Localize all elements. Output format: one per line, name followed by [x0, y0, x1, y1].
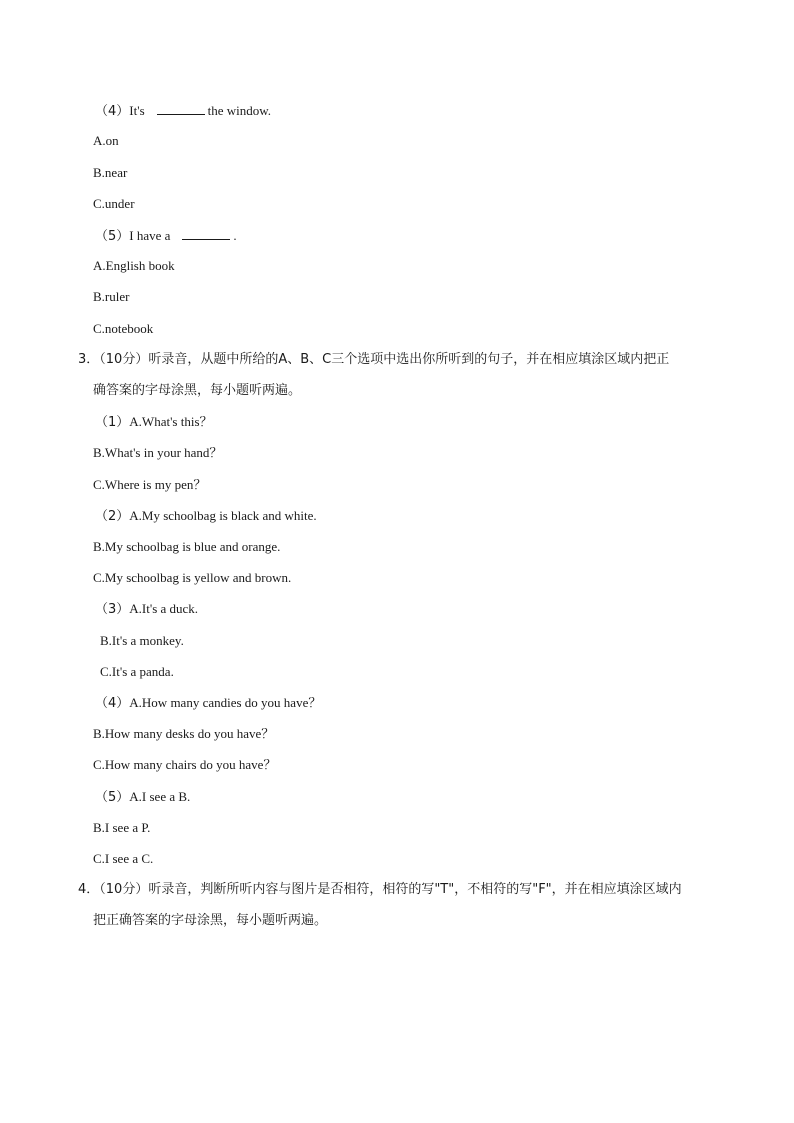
q3-item5-a — [95, 789, 190, 806]
q2-sub5-option-b: B.ruler — [93, 289, 130, 304]
q3-item4-b: B.How many desks do you have？ — [93, 726, 275, 741]
q3-item3-a — [95, 601, 198, 618]
q3-item1-a-text: A.What's this？ — [129, 414, 213, 429]
q4-instruction-text: （10分）听录音，判断所听内容与图片是否相符，相符的写"T"，不相符的写"F"，并在相应填涂区域内 — [99, 882, 682, 897]
q3-item4-a — [95, 695, 321, 712]
q3-item4-c: C.How many chairs do you have？ — [93, 757, 277, 772]
q4-instruction-line2: 把正确答案的字母涂黑，每小题听两遍。 — [93, 913, 328, 928]
q3-number: 3． — [78, 352, 100, 367]
q3-item2-number: （2） — [95, 509, 130, 524]
q2-sub5-number: （5） — [95, 229, 130, 244]
q4-instruction-line1 — [78, 882, 682, 898]
q3-item2-b: B.My schoolbag is blue and orange. — [93, 539, 281, 554]
q3-item5-c: C.I see a C. — [93, 851, 154, 866]
q3-item1-b: B.What's in your hand？ — [93, 445, 223, 460]
q2-sub4-blank[interactable] — [157, 102, 205, 115]
q3-item4-number: （4） — [95, 696, 130, 711]
q2-sub4-option-a: A.on — [93, 133, 119, 148]
q3-item5-number: （5） — [95, 790, 130, 805]
q3-item2-a — [95, 508, 317, 525]
q2-sub5-option-a: A.English book — [93, 258, 175, 273]
q3-item3-b: B.It's a monkey. — [100, 633, 184, 648]
q2-sub4-option-b: B.near — [93, 165, 128, 180]
q3-item5-b: B.I see a P. — [93, 820, 151, 835]
q2-sub4-stem — [95, 102, 271, 120]
q2-sub4-option-c: C.under — [93, 196, 135, 211]
q3-item2-c: C.My schoolbag is yellow and brown. — [93, 570, 292, 585]
q3-item3-a-text: A.It's a duck. — [129, 601, 199, 616]
q2-sub5-before: I have a — [129, 228, 171, 243]
q3-item1-c: C.Where is my pen？ — [93, 477, 207, 492]
q3-item2-a-text: A.My schoolbag is black and white. — [129, 508, 317, 523]
q3-item5-a-text: A.I see a B. — [129, 789, 191, 804]
q3-item1-a — [95, 414, 213, 431]
q3-item3-c: C.It's a panda. — [100, 664, 174, 679]
q2-sub5-blank[interactable] — [182, 227, 230, 240]
q2-sub5-stem — [95, 227, 237, 245]
q2-sub4-before: It's — [129, 103, 145, 118]
q3-instruction-line1 — [78, 352, 669, 368]
q2-sub4-number: （4） — [95, 104, 130, 119]
q3-instruction-line2: 确答案的字母涂黑，每小题听两遍。 — [93, 383, 302, 398]
q2-sub5-option-c: C.notebook — [93, 321, 154, 336]
q4-number: 4． — [78, 882, 100, 897]
q3-item1-number: （1） — [95, 415, 130, 430]
q2-sub4-after: the window. — [207, 103, 272, 118]
q3-item3-number: （3） — [95, 602, 130, 617]
q2-sub5-after: . — [233, 228, 237, 243]
q3-instruction-text: （10分）听录音，从题中所给的A、B、C三个选项中选出你所听到的句子，并在相应填涂区域内把正 — [99, 352, 670, 367]
q3-item4-a-text: A.How many candies do you have？ — [129, 695, 322, 710]
